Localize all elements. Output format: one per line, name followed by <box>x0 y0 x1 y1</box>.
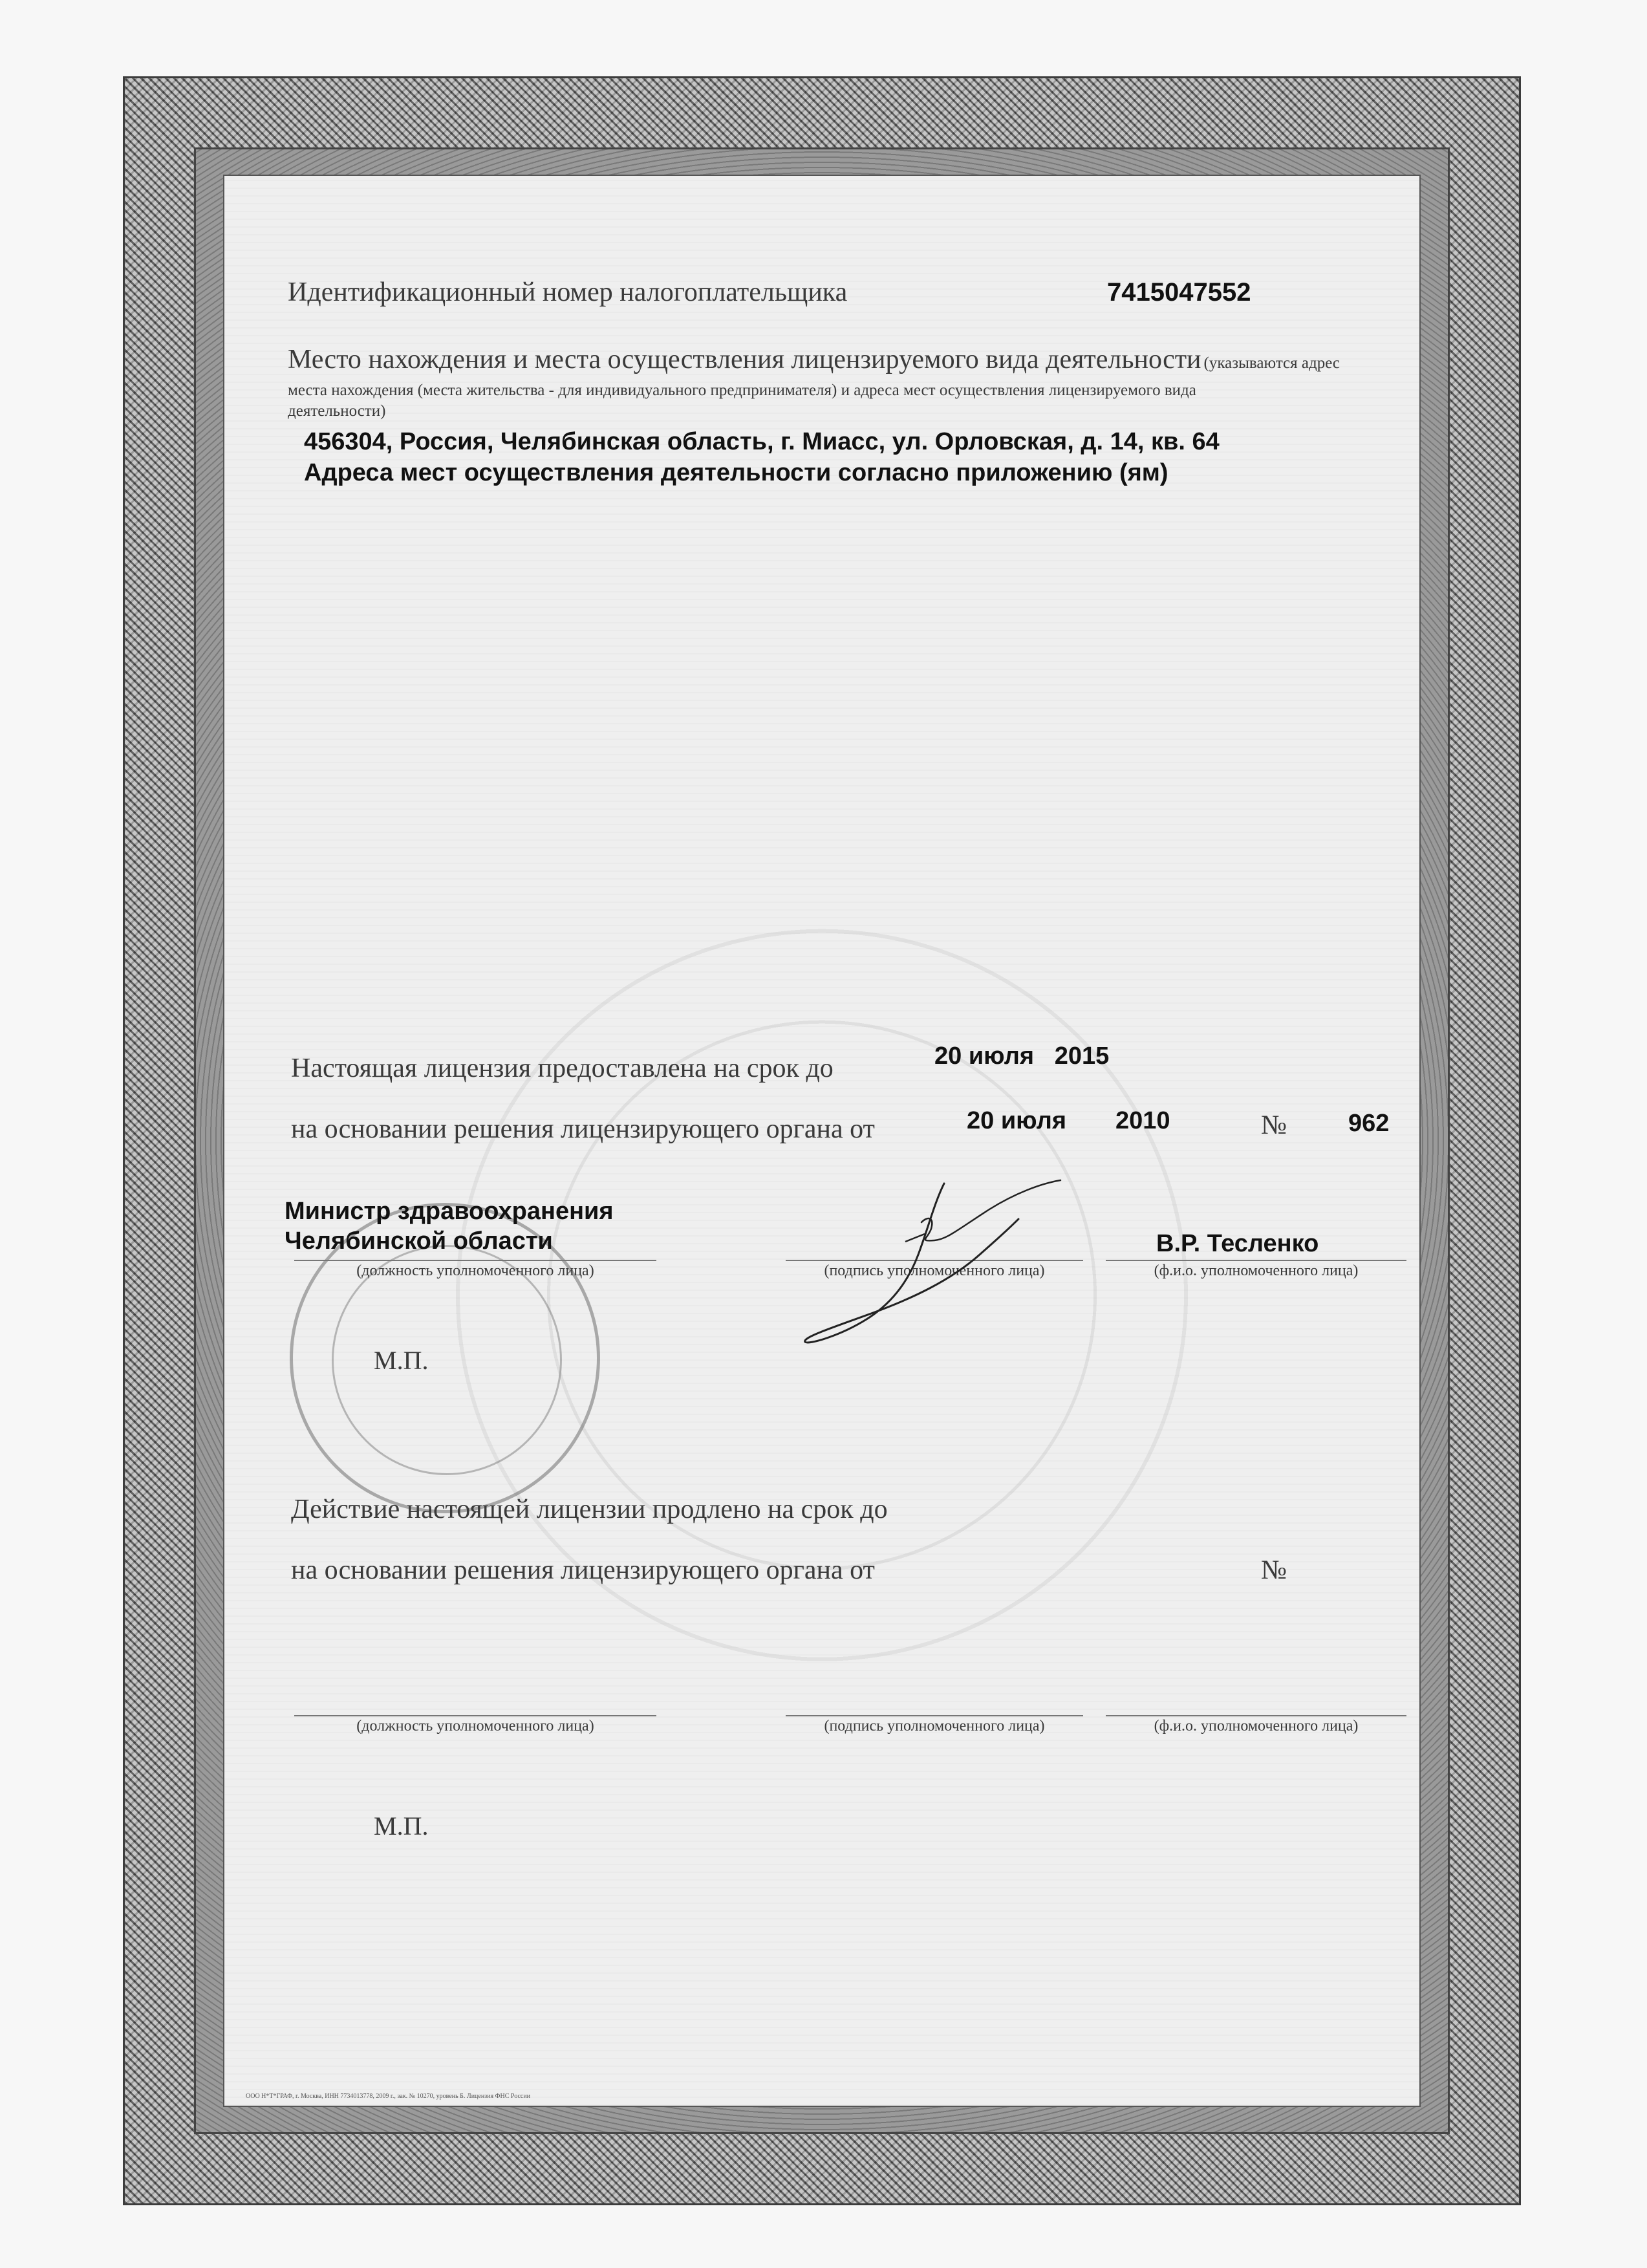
location-label <box>288 344 1340 375</box>
location-label-note-3: деятельности) <box>288 402 386 420</box>
decision-year: 2010 <box>1115 1107 1170 1134</box>
term-date <box>934 1042 1109 1070</box>
decision-label: на основании решения лицензирующего органа от <box>291 1114 875 1144</box>
decision-number: 962 <box>1348 1110 1390 1137</box>
term-day-month: 20 июля <box>934 1042 1035 1070</box>
location-label-main: Место нахождения и места осуществления лицензируемого вида деятельности <box>288 345 1201 374</box>
location-label-note: (указываются адрес <box>1203 354 1340 372</box>
ext-fio-line <box>1106 1715 1406 1716</box>
signatory-name: В.Р. Тесленко <box>1156 1230 1319 1257</box>
signatory-position-line2: Челябинской области <box>285 1227 553 1255</box>
printer-imprint: ООО Н*Т*ГРАФ, г. Москва, ИНН 7734013778, 2009 г., зак. № 10270, уровень Б. Лицензия ФНС России <box>246 2093 531 2100</box>
ext-fio-caption: (ф.и.о. уполномоченного лица) <box>1154 1718 1359 1734</box>
extension-label: Действие настоящей лицензии продлено на срок до <box>291 1495 888 1524</box>
addresses-note: Адреса мест осуществления деятельности согласно приложению (ям) <box>304 459 1168 486</box>
signature-caption: (подпись уполномоченного лица) <box>824 1262 1045 1279</box>
position-line <box>294 1260 656 1261</box>
ext-signature-line <box>786 1715 1083 1716</box>
term-year: 2015 <box>1054 1042 1110 1070</box>
address: 456304, Россия, Челябинская область, г. Миасс, ул. Орловская, д. 14, кв. 64 <box>304 428 1220 455</box>
position-caption: (должность уполномоченного лица) <box>356 1262 594 1279</box>
extension-number-sign: № <box>1261 1555 1287 1585</box>
signatory-position-line1: Министр здравоохранения <box>285 1198 614 1225</box>
ext-signature-caption: (подпись уполномоченного лица) <box>824 1718 1045 1734</box>
handwritten-signature <box>795 1158 1067 1352</box>
term-label: Настоящая лицензия предоставлена на срок до <box>291 1053 834 1083</box>
fio-caption: (ф.и.о. уполномоченного лица) <box>1154 1262 1359 1279</box>
extension-decision-label: на основании решения лицензирующего органа от <box>291 1555 875 1585</box>
location-label-note-2: места нахождения (места жительства - для индивидуального предпринимателя) и адреса мест осуществления лицензируемого вида <box>288 382 1196 399</box>
decision-day-month: 20 июля <box>967 1107 1067 1134</box>
inn-value: 7415047552 <box>1107 278 1251 307</box>
ext-position-line <box>294 1715 656 1716</box>
stamp-place-2: М.П. <box>374 1811 429 1841</box>
decision-number-sign: № <box>1261 1110 1287 1140</box>
stamp-place-1: М.П. <box>374 1346 429 1375</box>
ext-position-caption: (должность уполномоченного лица) <box>356 1718 594 1734</box>
inn-label: Идентификационный номер налогоплательщика <box>288 277 848 307</box>
fio-line <box>1106 1260 1406 1261</box>
